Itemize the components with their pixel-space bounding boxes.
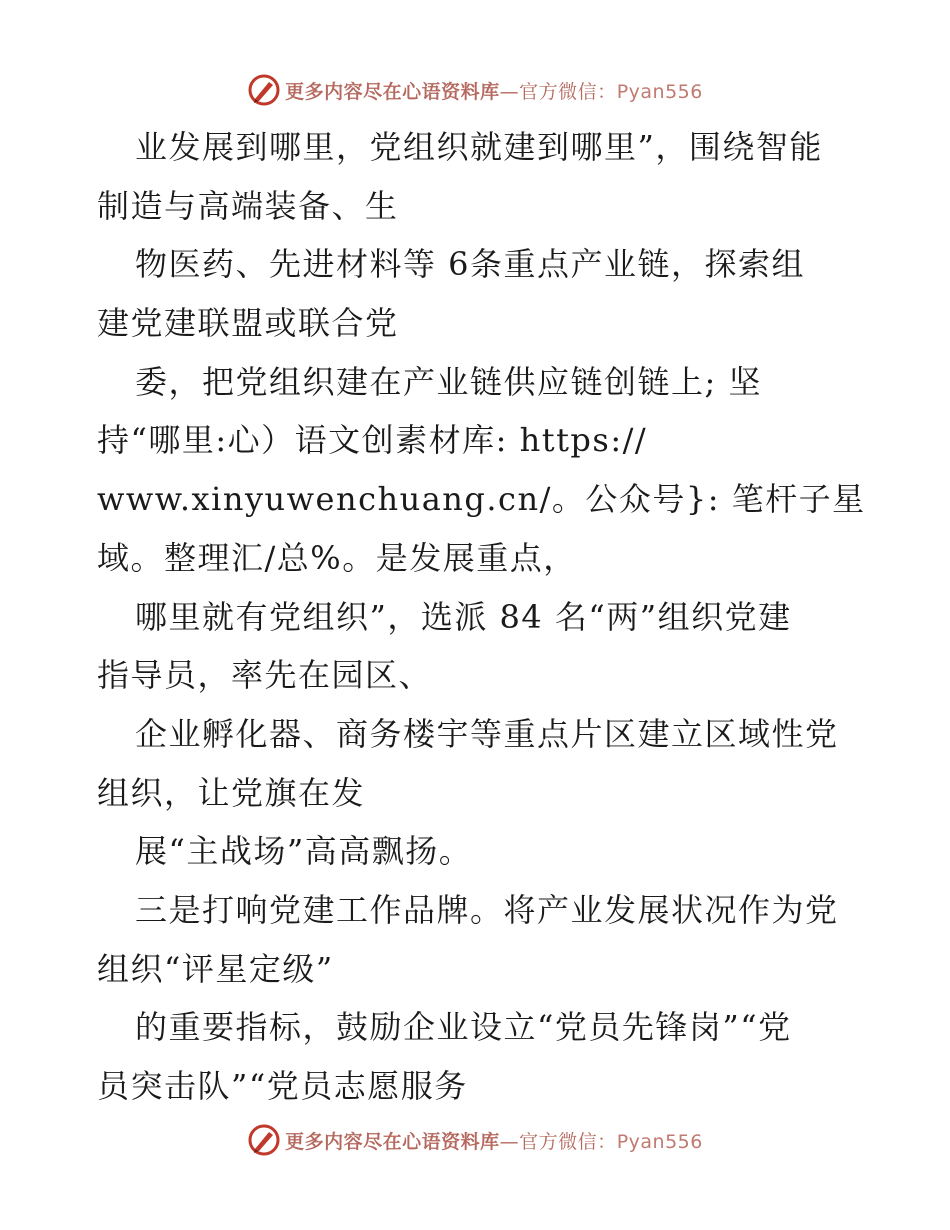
body-line: 业发展到哪里，党组织就建到哪里”，围绕智能 <box>135 128 823 166</box>
body-line: 组织“评星定级” <box>97 949 334 988</box>
body-line: 指导员，率先在园区、 <box>97 656 433 695</box>
header-contact-label: 官方微信： <box>519 80 617 103</box>
body-line: 组织，让党旗在发 <box>97 773 366 812</box>
header-brand: 更多内容尽在心语资料库 <box>285 80 500 103</box>
header-banner <box>0 70 950 110</box>
pen-circle-logo-icon <box>247 73 281 107</box>
header-contact-id: Pyan556 <box>616 80 703 103</box>
footer-text <box>285 1127 703 1154</box>
pen-circle-logo-icon <box>247 1123 281 1157</box>
body-line: 企业孵化器、商务楼宇等重点片区建立区域性党 <box>135 714 839 753</box>
footer-brand: 更多内容尽在心语资料库 <box>285 1130 500 1153</box>
body-line: 员突击队”“党员志愿服务 <box>97 1067 468 1105</box>
body-line: 三是打响党建工作品牌。将产业发展状况作为党 <box>135 890 839 929</box>
body-line: 的重要指标，鼓励企业设立“党员先锋岗”“党 <box>135 1008 792 1047</box>
footer-banner <box>0 1120 950 1160</box>
body-line: 持“哪里:心）语文创素材库: https:// <box>97 421 648 460</box>
header-text <box>285 77 703 104</box>
header-separator: — <box>499 80 520 103</box>
body-line: 物医药、先进材料等 6条重点产业链，探索组 <box>135 245 806 284</box>
body-line: 展“主战场”高高飘扬。 <box>135 832 473 871</box>
body-line: 域。整理汇/总%。是发展重点， <box>97 538 577 577</box>
footer-contact-id: Pyan556 <box>616 1130 703 1153</box>
body-line: 哪里就有党组织”，选派 84 名“两”组织党建 <box>135 597 792 636</box>
body-line: www.xinyuwenchuang.cn/。公众号}: 笔杆子星 <box>97 480 866 519</box>
footer-separator: — <box>499 1130 520 1153</box>
footer-contact-label: 官方微信： <box>519 1130 617 1153</box>
body-line: 建党建联盟或联合党 <box>97 304 399 343</box>
document-body <box>97 118 866 1116</box>
body-line: 制造与高端装备、生 <box>97 186 399 225</box>
body-line: 委，把党组织建在产业链供应链创链上; 坚 <box>135 362 762 401</box>
